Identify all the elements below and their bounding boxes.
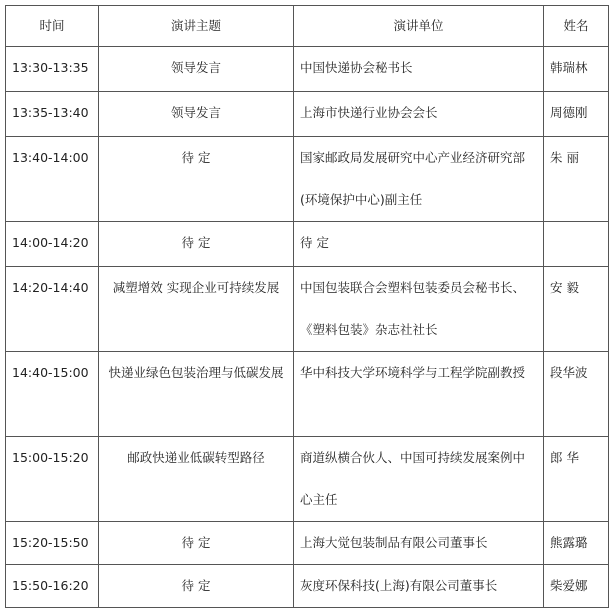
cell-time: 13:30-13:35 bbox=[6, 47, 99, 92]
cell-topic: 待 定 bbox=[99, 565, 294, 608]
header-unit: 演讲单位 bbox=[294, 6, 544, 47]
schedule-table bbox=[5, 5, 609, 608]
cell-unit: 中国快递协会秘书长 bbox=[294, 47, 544, 92]
cell-name: 郎 华 bbox=[544, 437, 609, 522]
cell-time: 15:50-16:20 bbox=[6, 565, 99, 608]
table-row bbox=[6, 47, 609, 92]
cell-topic: 领导发言 bbox=[99, 92, 294, 137]
cell-unit: 灰度环保科技(上海)有限公司董事长 bbox=[294, 565, 544, 608]
cell-name bbox=[544, 222, 609, 267]
table-row bbox=[6, 437, 609, 522]
cell-time: 14:20-14:40 bbox=[6, 267, 99, 352]
cell-topic: 邮政快递业低碳转型路径 bbox=[99, 437, 294, 522]
cell-time: 13:40-14:00 bbox=[6, 137, 99, 222]
cell-name: 安 毅 bbox=[544, 267, 609, 352]
table-header-row bbox=[6, 6, 609, 47]
cell-unit: 上海市快递行业协会会长 bbox=[294, 92, 544, 137]
table-row bbox=[6, 522, 609, 565]
cell-name: 朱 丽 bbox=[544, 137, 609, 222]
cell-unit: 商道纵横合伙人、中国可持续发展案例中心主任 bbox=[294, 437, 544, 522]
table-row bbox=[6, 352, 609, 437]
cell-topic: 待 定 bbox=[99, 222, 294, 267]
table-row bbox=[6, 92, 609, 137]
cell-unit: 国家邮政局发展研究中心产业经济研究部(环境保护中心)副主任 bbox=[294, 137, 544, 222]
cell-name: 段华波 bbox=[544, 352, 609, 437]
cell-unit: 待 定 bbox=[294, 222, 544, 267]
cell-topic: 待 定 bbox=[99, 137, 294, 222]
cell-time: 14:40-15:00 bbox=[6, 352, 99, 437]
cell-unit: 上海大觉包装制品有限公司董事长 bbox=[294, 522, 544, 565]
cell-topic: 快递业绿色包装治理与低碳发展 bbox=[99, 352, 294, 437]
cell-time: 14:00-14:20 bbox=[6, 222, 99, 267]
cell-name: 周德刚 bbox=[544, 92, 609, 137]
table-row bbox=[6, 222, 609, 267]
table-row bbox=[6, 137, 609, 222]
table-row bbox=[6, 565, 609, 608]
cell-topic: 待 定 bbox=[99, 522, 294, 565]
cell-time: 13:35-13:40 bbox=[6, 92, 99, 137]
cell-topic: 减塑增效 实现企业可持续发展 bbox=[99, 267, 294, 352]
header-topic: 演讲主题 bbox=[99, 6, 294, 47]
cell-time: 15:20-15:50 bbox=[6, 522, 99, 565]
cell-name: 熊露璐 bbox=[544, 522, 609, 565]
cell-name: 柴爱娜 bbox=[544, 565, 609, 608]
cell-topic: 领导发言 bbox=[99, 47, 294, 92]
header-time: 时间 bbox=[6, 6, 99, 47]
cell-name: 韩瑞林 bbox=[544, 47, 609, 92]
table-row bbox=[6, 267, 609, 352]
cell-unit: 华中科技大学环境科学与工程学院副教授 bbox=[294, 352, 544, 437]
cell-time: 15:00-15:20 bbox=[6, 437, 99, 522]
header-name: 姓名 bbox=[544, 6, 609, 47]
cell-unit: 中国包装联合会塑料包装委员会秘书长、《塑料包装》杂志社社长 bbox=[294, 267, 544, 352]
